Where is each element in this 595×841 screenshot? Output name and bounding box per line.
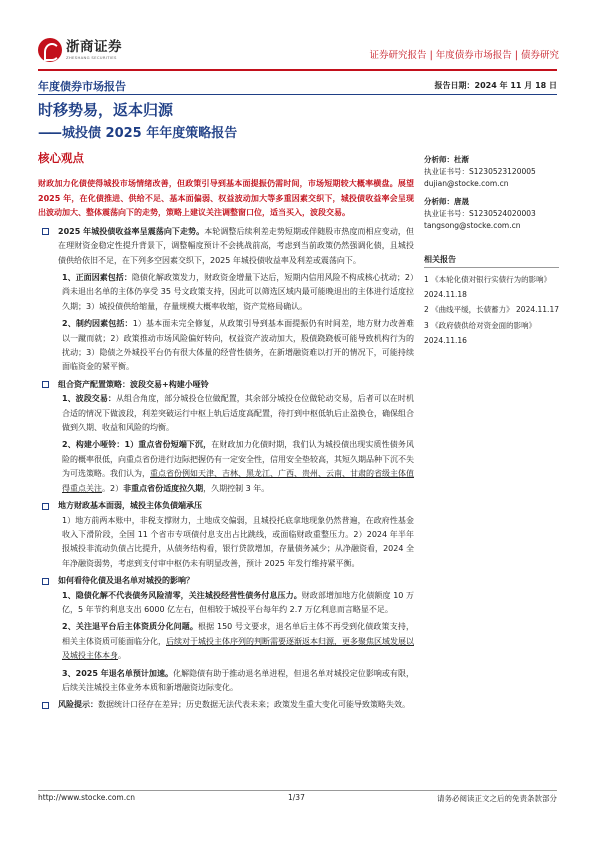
bullet-fiscal	[38, 499, 414, 513]
related-heading: 相关报告	[424, 254, 559, 268]
bullet-outlook	[38, 225, 414, 268]
bullet-debt-lead: 如何看待化债及退名单对城投的影响？	[58, 576, 194, 586]
footer-url[interactable]: http://www.stocke.com.cn	[38, 793, 135, 802]
core-intro: 财政加力化债使得城投市场情绪改善，但政策引导到基本面提振仍需时间，市场短期较大概率横盘。展望 2025 年，在化债推进、供给不足、基本面偏弱、权益波动加大等多重因素交织下，城投债收益率会呈现出波动加大、整体震荡向下的走势，策略上建议关注调整窗口位，适当买入，波段交易。	[38, 179, 414, 218]
para-constraints: 2、制约因素包括：1）基本面未完全修复，从政策引导到基本面提振仍有时间差，地方财力改善难以一蹴而就；2）政策推动市场风险偏好转向，权益资产波动加大，股债跷跷板可能导致机构行为的扰动；3）隐债之外城投平台仍有很大体量的经营性债务，在新增融资难以打开的情况下，可能持续面临资金的紧平衡。	[62, 319, 414, 372]
related-report-link[interactable]: 3 《政府债供给对资金面的影响》 2024.11.16	[424, 320, 537, 345]
para-positive: 1、正面因素包括：隐债化解政策发力，财政资金增量下达后，短期内信用风险不构成核心扰动；2）尚未退出名单的主体仍享受 35 号文政策支持，因此可以筛选区域内最可能晚退出的主体进行适度拉久期；3）城投债供给缩量，存量规模大概率收缩，资产荒格局确认。	[62, 273, 414, 311]
related-report-link[interactable]: 1 《本轮化债对银行实债行为的影响》 2024.11.18	[424, 275, 552, 300]
analyst-email[interactable]: dujian@stocke.com.cn	[424, 179, 509, 188]
analyst-email[interactable]: tangsong@stocke.com.cn	[424, 221, 521, 230]
bullet-debt	[38, 574, 414, 588]
logo-mark-icon	[38, 38, 62, 62]
bullet-risk-lead: 风险提示：	[58, 700, 98, 710]
analyst-card: 分析师：唐晟 执业证书号：S1230524020003 tangsong@stocke.com.cn	[424, 196, 559, 232]
bullet-outlook-lead: 2025 年城投债收益率呈震荡向下走势。	[58, 226, 205, 236]
page-subtitle	[38, 122, 237, 141]
sidebar	[424, 154, 559, 348]
analyst-name: 杜渐	[454, 155, 469, 164]
core-section	[38, 150, 414, 713]
page-title: 时移势易，返本归源	[38, 101, 174, 119]
nav-item-research[interactable]: 证券研究报告	[369, 50, 427, 61]
logo-cn: 浙商证券	[66, 39, 122, 55]
top-nav: 证券研究报告 | 年度债券市场报告 | 债券研究	[369, 50, 559, 61]
para-differentiation: 2、关注退平台后主体资质分化问题。根据 150 号文要求，退名单后主体不再受到化债政策支持，相关主体资质可能面临分化，后续对于城投主体序列的判断需要逐渐返本归源，更多聚焦区域发展以及城投主体本身。	[62, 622, 414, 661]
bullet-outlook-text: 本轮调整后续利差走势短期或伴随股市热度而相应变动，但在理财资金稳定性提升背景下，调整幅度预计不会挑战前高，考虑到当前政策仍然强调化债，且城投债供给依旧不足，在下列多空因素交织下，2025 年城投债收益率及利差或震荡向下。	[58, 226, 414, 265]
nav-item-annual[interactable]: 年度债券市场报告	[435, 50, 512, 61]
logo-en: ZHESHANG SECURITIES	[66, 55, 117, 60]
analyst-card: 分析师：杜渐 执业证书号：S1230523120005 dujian@stocke.com.cn	[424, 154, 559, 190]
header-rule	[38, 69, 557, 71]
para-debt-risk: 1、隐债化解不代表债务风险清零，关注城投经营性债务付息压力。财政部增加地方化债额度 10 万亿，5 年节约利息支出 6000 亿左右，但相较于城投平台每年约 2.7 万亿利息而言略显不足。	[62, 590, 414, 614]
core-heading: 核心观点	[38, 151, 84, 165]
related-report-link[interactable]: 2 《曲线平缓，长债蓄力》 2024.11.17	[424, 305, 559, 315]
footer-rule	[38, 790, 557, 791]
title-rule	[38, 94, 557, 95]
bullet-strategy	[38, 378, 414, 392]
checkbox-icon	[42, 578, 49, 585]
disclaimer-note: 请务必阅读正文之后的免责条款部分	[437, 794, 557, 803]
subtitle-dash: ——	[38, 126, 60, 141]
report-type: 年度债券市场报告	[38, 80, 126, 93]
bullet-strategy-lead: 组合资产配置策略：波段交易+构建小哑铃	[58, 379, 209, 389]
nav-item-bond[interactable]: 债券研究	[520, 50, 559, 61]
analyst-license: 执业证书号：S1230523120005	[424, 167, 536, 176]
checkbox-icon	[42, 381, 49, 388]
checkbox-icon	[42, 503, 49, 510]
para-band-trading: 1、波段交易：从组合角度，部分城投仓位做配置，其余部分城投仓位做轮动交易，后者可以在时机合适的情况下做波段，利差突破运行中枢上轨后适度高配置，待打到中枢低轨后止盈换仓，确保组合做到久期、收益和风险的均衡。	[62, 394, 414, 433]
report-date: 报告日期：2024 年 11 月 18 日	[434, 81, 557, 90]
bullet-risk-text: 数据统计口径存在差异；历史数据无法代表未来；政策发生重大变化可能导致策略失效。	[98, 700, 410, 710]
checkbox-icon	[42, 228, 49, 235]
logo	[38, 38, 122, 62]
analyst-license: 执业证书号：S1230524020003	[424, 209, 536, 218]
analyst-name: 唐晟	[454, 197, 469, 206]
bullet-risk	[38, 698, 414, 712]
checkbox-icon	[42, 702, 49, 709]
para-fiscal: 1）地方前两本账中，非税支撑财力，土地成交偏弱，且城投托底拿地现象仍然普遍，在政府性基金收入下滑阶段，全国 11 个省市专项债付息支出占比跳线，或面临财政重整压力。2）2024 年半年报城投非流动负债占比提升，从债务结构看，银行贷款增加，存量债务减少；从净融资看，2024 全年净融资弱势，考虑到支付审中枢仍未有明显改善，预计 2025 年发行维持紧平衡。	[62, 515, 414, 568]
subtitle-text: 城投债 2025 年年度策略报告	[62, 126, 238, 141]
para-barbell: 2、构建小哑铃：1）重点省份短端下沉，在财政加力化债时期，我们认为城投债出现实质性债务风险的概率很低，向重点省份进行边际把握仍有一定安全性，信用安全垫较高，其短久期品种下沉不失为可选策略。我们认为，重点省份例如天津、吉林、黑龙江、广西、贵州、云南、甘肃的省级主体值得重点关注。2）非重点省份适度拉久期，久期控制 3 年。	[62, 440, 414, 493]
bullet-fiscal-lead: 地方财政基本面弱，城投主体负债端承压	[58, 501, 202, 511]
page-number: 1/37	[288, 793, 305, 802]
para-exit-list: 3、2025 年退名单预计加速。化解隐债有助于推动退名单进程，但退名单对城投定位影响或有限，后续关注城投主体业务本质和新增融资边际变化。	[62, 668, 415, 692]
